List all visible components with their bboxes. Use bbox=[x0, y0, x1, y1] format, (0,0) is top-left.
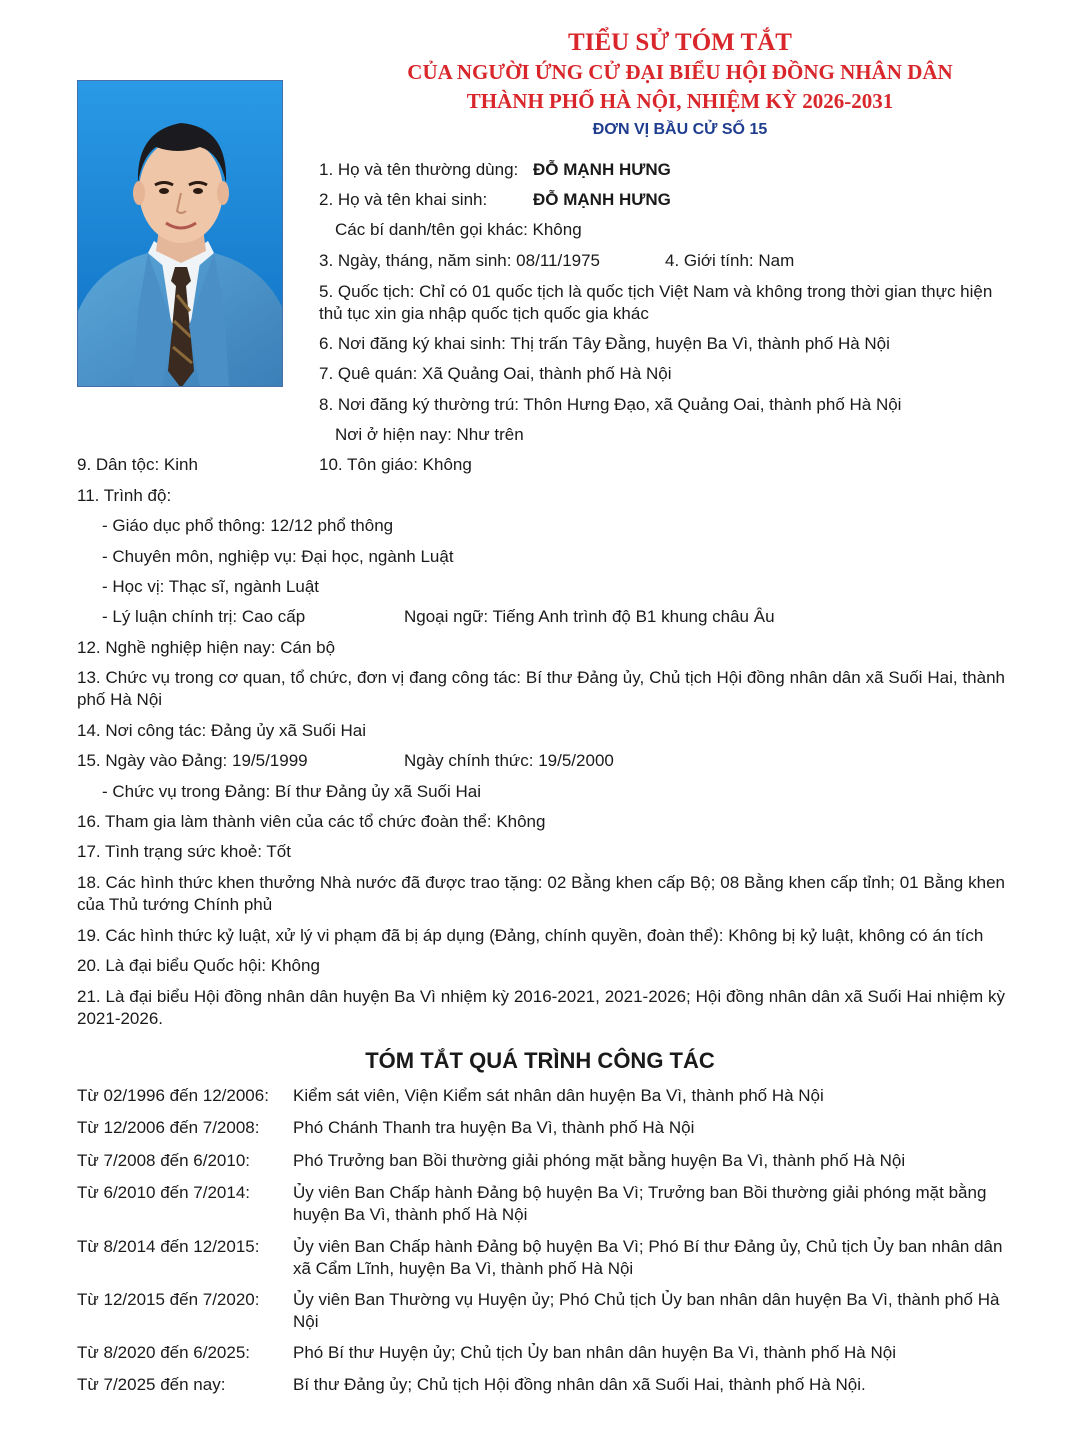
health-status: 17. Tình trạng sức khoẻ: Tốt bbox=[77, 842, 291, 861]
document-subtitle-line-2: THÀNH PHỐ HÀ NỘI, NHIỆM KỲ 2026-2031 bbox=[466, 89, 894, 113]
work-period: Từ 7/2008 đến 6/2010: bbox=[77, 1151, 251, 1170]
work-period: Từ 8/2020 đến 6/2025: bbox=[77, 1343, 251, 1362]
work-history-title: TÓM TẮT QUÁ TRÌNH CÔNG TÁC bbox=[365, 1048, 715, 1073]
disciplinary-record: 19. Các hình thức kỷ luật, xử lý vi phạm đã bị áp dụng (Đảng, chính quyền, đoàn thể): Không bị kỷ luật, không có án tích bbox=[77, 926, 984, 945]
nationality: 5. Quốc tịch: Chỉ có 01 quốc tịch là quốc tịch Việt Nam và không trong thời gian thực hiện thủ tục xin gia nhập quốc tịch quốc gia khác bbox=[319, 282, 993, 323]
foreign-language: Ngoại ngữ: Tiếng Anh trình độ B1 khung châu Âu bbox=[404, 607, 775, 626]
education-heading: 11. Trình độ: bbox=[77, 486, 172, 505]
religion: 10. Tôn giáo: Không bbox=[319, 455, 472, 474]
alias: Các bí danh/tên gọi khác: Không bbox=[335, 220, 582, 239]
birth-registration-place: 6. Nơi đăng ký khai sinh: Thị trấn Tây Đằng, huyện Ba Vì, thành phố Hà Nội bbox=[319, 334, 890, 353]
date-of-birth: 3. Ngày, tháng, năm sinh: 08/11/1975 bbox=[319, 251, 601, 270]
document-header bbox=[290, 28, 1070, 141]
work-description: Phó Trưởng ban Bồi thường giải phóng mặt bằng huyện Ba Vì, thành phố Hà Nội bbox=[293, 1151, 906, 1170]
document-subtitle-line-1: CỦA NGƯỜI ỨNG CỬ ĐẠI BIỂU HỘI ĐỒNG NHÂN DÂN bbox=[407, 60, 953, 84]
work-description: Phó Chánh Thanh tra huyện Ba Vì, thành phố Hà Nội bbox=[293, 1118, 695, 1137]
general-education: - Giáo dục phổ thông: 12/12 phổ thông bbox=[102, 516, 394, 535]
birth-name-value: ĐỖ MẠNH HƯNG bbox=[533, 190, 671, 209]
work-description: Kiểm sát viên, Viện Kiểm sát nhân dân huyện Ba Vì, thành phố Hà Nội bbox=[293, 1086, 824, 1105]
national-assembly-delegate: 20. Là đại biểu Quốc hội: Không bbox=[77, 956, 320, 975]
party-admission-date: 15. Ngày vào Đảng: 19/5/1999 bbox=[77, 751, 308, 770]
birth-name-label: 2. Họ và tên khai sinh: bbox=[319, 190, 488, 209]
work-period: Từ 12/2015 đến 7/2020: bbox=[77, 1290, 260, 1309]
gender: 4. Giới tính: Nam bbox=[665, 251, 795, 270]
full-name-value: ĐỖ MẠNH HƯNG bbox=[533, 160, 671, 179]
workplace: 14. Nơi công tác: Đảng ủy xã Suối Hai bbox=[77, 721, 366, 740]
party-position: - Chức vụ trong Đảng: Bí thư Đảng ủy xã Suối Hai bbox=[102, 782, 481, 801]
occupation: 12. Nghề nghiệp hiện nay: Cán bộ bbox=[77, 638, 336, 657]
work-period: Từ 12/2006 đến 7/2008: bbox=[77, 1118, 260, 1137]
work-period: Từ 02/1996 đến 12/2006: bbox=[77, 1086, 269, 1105]
electoral-unit: ĐƠN VỊ BẦU CỬ SỐ 15 bbox=[592, 121, 768, 138]
ethnicity: 9. Dân tộc: Kinh bbox=[77, 455, 198, 474]
work-period: Từ 7/2025 đến nay: bbox=[77, 1375, 226, 1394]
document-title: TIỂU SỬ TÓM TẮT bbox=[568, 29, 792, 56]
current-residence: Nơi ở hiện nay: Như trên bbox=[335, 425, 524, 444]
full-name-label: 1. Họ và tên thường dùng: bbox=[319, 160, 519, 179]
work-description: Ủy viên Ban Chấp hành Đảng bộ huyện Ba Vì; Phó Bí thư Đảng ủy, Chủ tịch Ủy ban nhân dân xã Cẩm Lĩnh, huyện Ba Vì, thành phố Hà Nội bbox=[293, 1237, 1003, 1278]
current-position: 13. Chức vụ trong cơ quan, tổ chức, đơn vị đang công tác: Bí thư Đảng ủy, Chủ tịch Hội đồng nhân dân xã Suối Hai, thành phố Hà Nội bbox=[77, 668, 1005, 709]
permanent-residence: 8. Nơi đăng ký thường trú: Thôn Hưng Đạo, xã Quảng Oai, thành phố Hà Nội bbox=[319, 395, 902, 414]
work-period: Từ 8/2014 đến 12/2015: bbox=[77, 1237, 260, 1256]
council-delegate: 21. Là đại biểu Hội đồng nhân dân huyện Ba Vì nhiệm kỳ 2016-2021, 2021-2026; Hội đồng nhân dân xã Suối Hai nhiệm kỳ 2021-2026. bbox=[77, 987, 1005, 1028]
work-description: Bí thư Đảng ủy; Chủ tịch Hội đồng nhân dân xã Suối Hai, thành phố Hà Nội. bbox=[293, 1375, 866, 1394]
political-theory: - Lý luận chính trị: Cao cấp bbox=[102, 607, 306, 626]
awards: 18. Các hình thức khen thưởng Nhà nước đã được trao tặng: 02 Bằng khen cấp Bộ; 08 Bằng khen cấp tỉnh; 01 Bằng khen của Thủ tướng Chính phủ bbox=[77, 873, 1005, 914]
organization-membership: 16. Tham gia làm thành viên của các tổ chức đoàn thể: Không bbox=[77, 812, 546, 831]
hometown: 7. Quê quán: Xã Quảng Oai, thành phố Hà Nội bbox=[319, 364, 672, 383]
portrait-illustration bbox=[78, 81, 283, 387]
party-official-date: Ngày chính thức: 19/5/2000 bbox=[404, 751, 614, 770]
professional-qualification: - Chuyên môn, nghiệp vụ: Đại học, ngành Luật bbox=[102, 547, 454, 566]
candidate-portrait bbox=[77, 80, 283, 387]
work-period: Từ 6/2010 đến 7/2014: bbox=[77, 1183, 251, 1202]
work-description: Phó Bí thư Huyện ủy; Chủ tịch Ủy ban nhân dân huyện Ba Vì, thành phố Hà Nội bbox=[293, 1343, 896, 1362]
work-description: Ủy viên Ban Chấp hành Đảng bộ huyện Ba Vì; Trưởng ban Bồi thường giải phóng mặt bằng huyện Ba Vì, thành phố Hà Nội bbox=[293, 1183, 987, 1224]
work-description: Ủy viên Ban Thường vụ Huyện ủy; Phó Chủ tịch Ủy ban nhân dân huyện Ba Vì, thành phố Hà Nội bbox=[293, 1290, 1000, 1331]
academic-degree: - Học vị: Thạc sĩ, ngành Luật bbox=[102, 577, 320, 596]
